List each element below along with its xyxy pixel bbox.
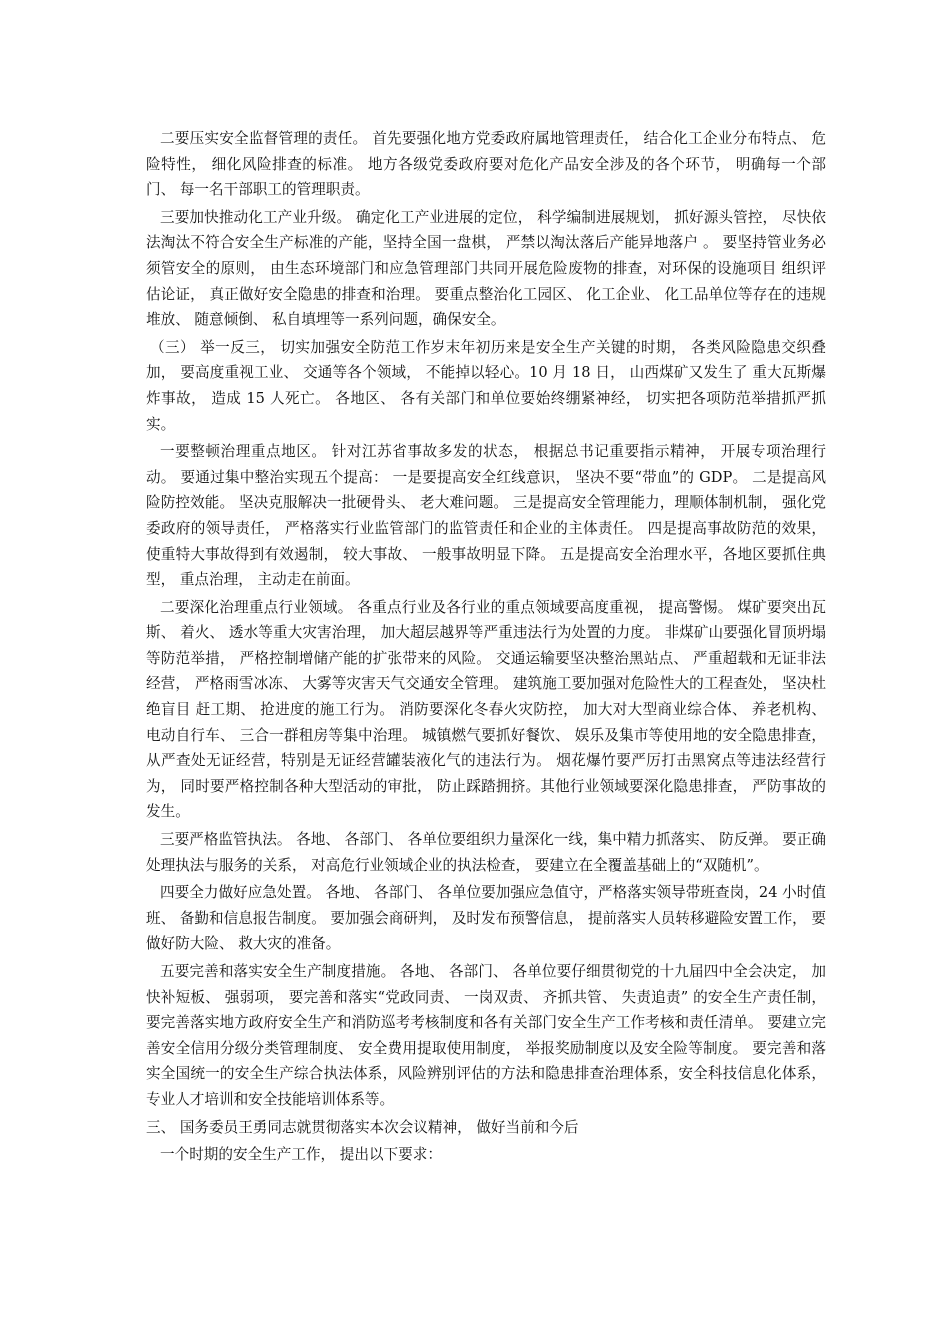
- paragraph-requirements-intro: 一个时期的安全生产工作， 提出以下要求：: [160, 1146, 442, 1164]
- paragraph-enforcement: 三要严格监管执法。 各地、 各部门、 各单位要组织力量深化一线，集中精力抓落实、 防反弹。 要正确处理执法与服务的关系， 对高危行业领域企业的执法检查， 要建立在全覆盖基础上的“双随机”。: [146, 831, 826, 874]
- paragraph-chemical-industry-upgrade: 三要加快推动化工产业升级。 确定化工产业进展的定位， 科学编制进展规划， 抓好源头管控， 尽快依法淘汰不符合安全生产标准的产能，坚持全国一盘棋， 严禁以淘汰落后产能异地落户 。 要坚持管业务必须管安全的原则， 由生态环境部门和应急管理部门共同开展危险废物的排查，对环保的设施项目 组织评估论证， 真正做好安全隐患的排查和治理。 要重点整治化工园区、 化工企业、 化工品单位等存在的违规堆放、 随意倾倒、 私自填埋等一系列问题，确保安全。: [146, 208, 826, 329]
- paragraph-key-industries: 二要深化治理重点行业领域。 各重点行业及各行业的重点领域要高度重视， 提高警惕。 煤矿要突出瓦斯、 着火、 透水等重大灾害治理， 加大超层越界等严重违法行为处置的力度。 非煤矿山要强化冒顶坍塌等防范举措， 严格控制增储产能的扩张带来的风险。 交通运输要坚决整治黑站点、 严重超载和无证非法经营， 严格雨雪冰冻、 大雾等灾害天气交通安全管理。 建筑施工要加强对危险性大的工程查处， 坚决杜绝盲目 赶工期、 抢进度的施工行为。 消防要深化冬春火灾防控， 加大对大型商业综合体、 养老机构、 电动自行车、 三合一群租房等集中治理。 城镇燃气要抓好餐饮、 娱乐及集市等使用地的安全隐患排查， 从严查处无证经营，特别是无证经营罐装液化气的违法行为。 烟花爆竹要严厉打击黑窝点等违法经营行为， 同时要严格控制各种大型活动的审批， 防止踩踏拥挤。其他行业领域要深化隐患排查， 严防事故的发生。: [146, 598, 826, 821]
- paragraph-key-areas: 一要整顿治理重点地区。 针对江苏省事故多发的状态， 根据总书记重要指示精神， 开展专项治理行动。 要通过集中整治实现五个提高： 一是要提高安全红线意识， 坚决不要“带血”的 GDP。 二是提高风险防控效能。 坚决克服解决一批硬骨头、 老大难问题。 三是提高安全管理能力，理顺体制机制， 强化党委政府的领导责任， 严格落实行业监管部门的监管责任和企业的主体责任。 四是提高事故防范的效果， 使重特大事故得到有效遏制， 较大事故、 一般事故明显下降。 五是提高安全治理水平，各地区要抓住典型， 重点治理， 主动走在前面。: [146, 443, 826, 589]
- paragraph-emergency-response: 四要全力做好应急处置。 各地、 各部门、 各单位要加强应急值守，严格落实领导带班查岗，24 小时值班、 备勤和信息报告制度。 要加强会商研判， 及时发布预警信息， 提前落实人员转移避险安置工作， 要做好防大险、 救大灾的准备。: [146, 884, 826, 953]
- paragraph-safety-systems: 五要完善和落实安全生产制度措施。 各地、 各部门、 各单位要仔细贯彻党的十九届四中全会决定， 加快补短板、 强弱项， 要完善和落实“党政同责、 一岗双责、 齐抓共管、 失责追责” 的安全生产责任制， 要完善落实地方政府安全生产和消防巡考考核制度和各有关部门安全生产工作考核和责任清单。 要建立完善安全信用分级分类管理制度、 安全费用提取使用制度， 举报奖励制度以及安全险等制度。 要完善和落实全国统一的安全生产综合执法体系，风险辨别评估的方法和隐患排查治理体系，安全科技信息化体系， 专业人才培训和安全技能培训体系等。: [146, 963, 826, 1108]
- document-body: [146, 126, 826, 1170]
- paragraph-section-three: （三） 举一反三， 切实加强安全防范工作岁末年初历来是安全生产关键的时期， 各类风险隐患交织叠加， 要高度重视工业、 交通等各个领域， 不能掉以轻心。10 月 18 日， 山西煤矿又发生了 重大瓦斯爆炸事故， 造成 15 人死亡。 各地区、 各有关部门和单位要始终绷紧神经， 切实把各项防范举措抓严抓实。: [146, 338, 826, 433]
- paragraph-supervision-responsibility: 二要压实安全监督管理的责任。 首先要强化地方党委政府属地管理责任， 结合化工企业分布特点、 危险特性， 细化风险排查的标准。 地方各级党委政府要对危化产品安全涉及的各个环节， 明确每一个部门、 每一名干部职工的管理职责。: [146, 130, 826, 199]
- paragraph-heading-three: 三、 国务委员王勇同志就贯彻落实本次会议精神， 做好当前和今后: [146, 1118, 579, 1136]
